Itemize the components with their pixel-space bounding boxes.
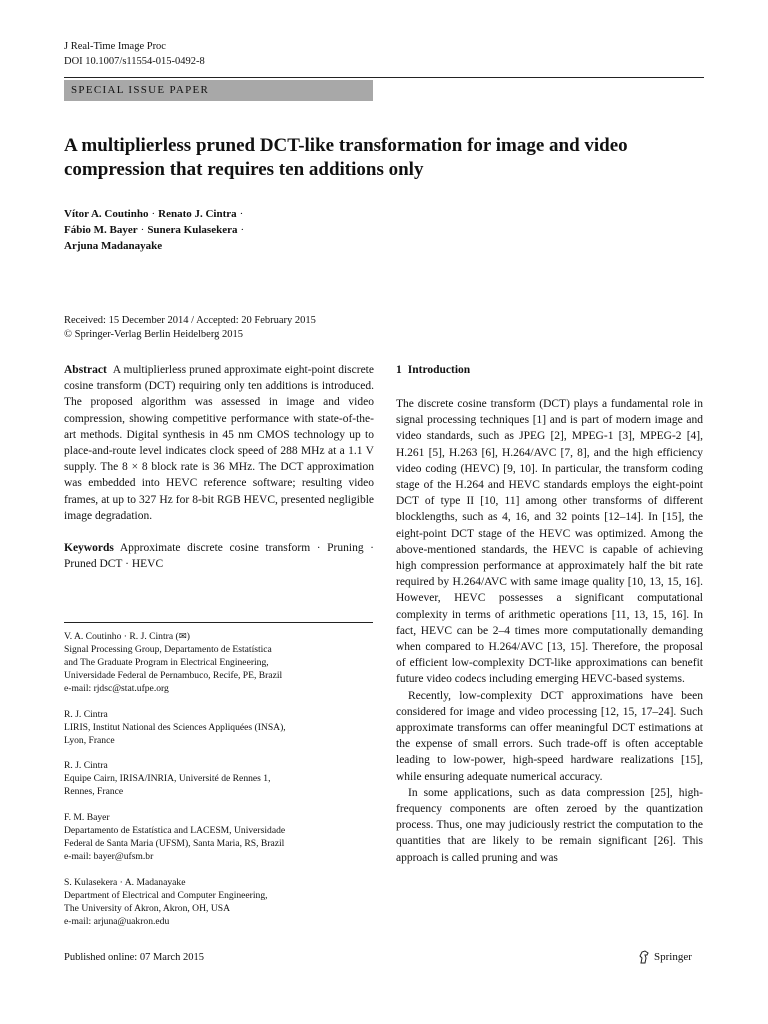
affiliation-line: F. M. Bayer — [64, 812, 110, 823]
right-column — [396, 396, 703, 866]
affiliation-block — [64, 759, 374, 798]
author-separator: · — [151, 208, 156, 220]
author: Fábio M. Bayer — [64, 224, 138, 236]
abstract-label: Abstract — [64, 364, 107, 376]
affiliation-line: LIRIS, Institut National des Sciences Appliquées (INSA), — [64, 722, 286, 733]
affiliation-block — [64, 811, 374, 863]
special-issue-ribbon: SPECIAL ISSUE PAPER — [64, 80, 373, 101]
author: Arjuna Madanayake — [64, 240, 163, 252]
springer-logo — [638, 950, 692, 964]
paper-title: A multiplierless pruned DCT-like transformation for image and video compression that requires ten additions only — [64, 135, 628, 180]
author: Vítor A. Coutinho — [64, 208, 149, 220]
published-online: Published online: 07 March 2015 — [64, 952, 204, 963]
abstract — [64, 362, 374, 524]
affiliation-email[interactable]: e-mail: arjuna@uakron.edu — [64, 916, 170, 927]
author-separator: · — [239, 208, 244, 220]
intro-paragraph: In some applications, such as data compression [25], high-frequency components are often zeroed by the quantization process. Thus, one may judiciously restrict the computation to the quantities that are likely to be remain significant [26]. This approach is called pruning and was — [396, 786, 703, 864]
author-list — [64, 206, 247, 254]
intro-paragraph: The discrete cosine transform (DCT) plays a fundamental role in signal processing techniques [1] and is part of modern image and video standards, such as JPEG [2], MPEG-1 [3], MPEG-2 [4], H.261 [5], H.263 [6], H.264/AVC [7, 8], and the high efficiency video coding (HEVC) [9, 10]. In particular, the transform coding stage of the H.264 and HEVC standards employs the eight-point DCT of type II [10, 11] among other transforms of different blocklengths, such as 4, 16, and 32 points [12–14]. In [15], the eight-point DCT stage of the HEVC was optimized. Among the above-mentioned standards, the HEVC is capable of achieving high compression performance at approximately half the bit rate required by H.264/AVC with same image quality [10, 13, 15, 16]. However, HEVC possesses a significant computational complexity in terms of arithmetic operations [11, 13, 15, 16]. In fact, HEVC can be 2–4 times more computationally demanding when compared to H.264/AVC [13, 15]. Therefore, the proposal of efficient low-complexity DCT-like approximations can benefit future video codecs including emerging HEVC-based systems. — [396, 398, 703, 686]
affiliation-line: Signal Processing Group, Departamento de Estatística — [64, 644, 272, 655]
affiliation-block — [64, 708, 374, 747]
abstract-text: A multiplierless pruned approximate eight-point discrete cosine transform (DCT) requiring only ten additions is introduced. The proposed algorithm was assessed in image and video compression, showing competitive performance with state-of-the-art methods. Digital synthesis in 45 nm CMOS technology up to place-and-route level indicates clock speed of 288 MHz at a 1.1 V supply. The 8 × 8 block rate is 36 MHz. The DCT approximation was embedded into HEVC reference software; resulting video frames, at up to 327 Hz for 8-bit RGB HEVC, presented negligible image degradation. — [64, 364, 374, 522]
section-title: Introduction — [407, 364, 471, 376]
top-rule — [64, 77, 704, 78]
affiliation-line: Equipe Cairn, IRISA/INRIA, Université de Rennes 1, — [64, 773, 271, 784]
affiliation-line: The University of Akron, Akron, OH, USA — [64, 903, 231, 914]
keywords — [64, 540, 374, 572]
section-heading-introduction — [396, 364, 470, 376]
affiliation-line: Department of Electrical and Computer Engineering, — [64, 890, 268, 901]
author: Sunera Kulasekera — [147, 224, 238, 236]
left-column — [64, 362, 374, 572]
affiliation-line: Departamento de Estatística and LACESM, Universidade — [64, 825, 286, 836]
keywords-label: Keywords — [64, 542, 114, 555]
intro-paragraph: Recently, low-complexity DCT approximations have been considered for image and video processing [12, 15, 17–24]. Such approximate transforms can offer meaningful DCT estimations at the expense of small errors. Such trade-off is often acceptable leading to low-power, high-speed hardware realizations [15], while ensuring adequate numerical accuracy. — [396, 689, 703, 783]
received-dates: Received: 15 December 2014 / Accepted: 20 February 2015 — [64, 315, 316, 326]
affiliation-line: R. J. Cintra — [64, 709, 108, 720]
affiliation-line: Rennes, France — [64, 786, 124, 797]
affiliation-line: Universidade Federal de Pernambuco, Recife, PE, Brazil — [64, 670, 283, 681]
publisher-name: Springer — [654, 951, 692, 963]
doi: DOI 10.1007/s11554-015-0492-8 — [64, 56, 205, 67]
section-number: 1 — [396, 364, 402, 376]
affiliation-line: Lyon, France — [64, 735, 115, 746]
springer-horse-icon — [638, 950, 650, 964]
author-separator: · — [140, 224, 145, 236]
affiliation-block — [64, 876, 374, 928]
author-separator: · — [240, 224, 245, 236]
affiliation-line: S. Kulasekera · A. Madanayake — [64, 877, 186, 888]
affiliation-line: V. A. Coutinho · R. J. Cintra (✉) — [64, 631, 190, 642]
affiliation-email[interactable]: e-mail: bayer@ufsm.br — [64, 851, 154, 862]
keywords-text: Approximate discrete cosine transform · Pruning · Pruned DCT · HEVC — [64, 542, 374, 571]
copyright: © Springer-Verlag Berlin Heidelberg 2015 — [64, 329, 244, 340]
author: Renato J. Cintra — [158, 208, 237, 220]
journal-name: J Real-Time Image Proc — [64, 41, 166, 52]
affiliation-rule — [64, 622, 373, 623]
affiliation-line: Federal de Santa Maria (UFSM), Santa Maria, RS, Brazil — [64, 838, 285, 849]
affiliation-email[interactable]: e-mail: rjdsc@stat.ufpe.org — [64, 683, 169, 694]
affiliation-block — [64, 630, 374, 695]
affiliation-line: R. J. Cintra — [64, 760, 108, 771]
affiliation-line: and The Graduate Program in Electrical Engineering, — [64, 657, 269, 668]
